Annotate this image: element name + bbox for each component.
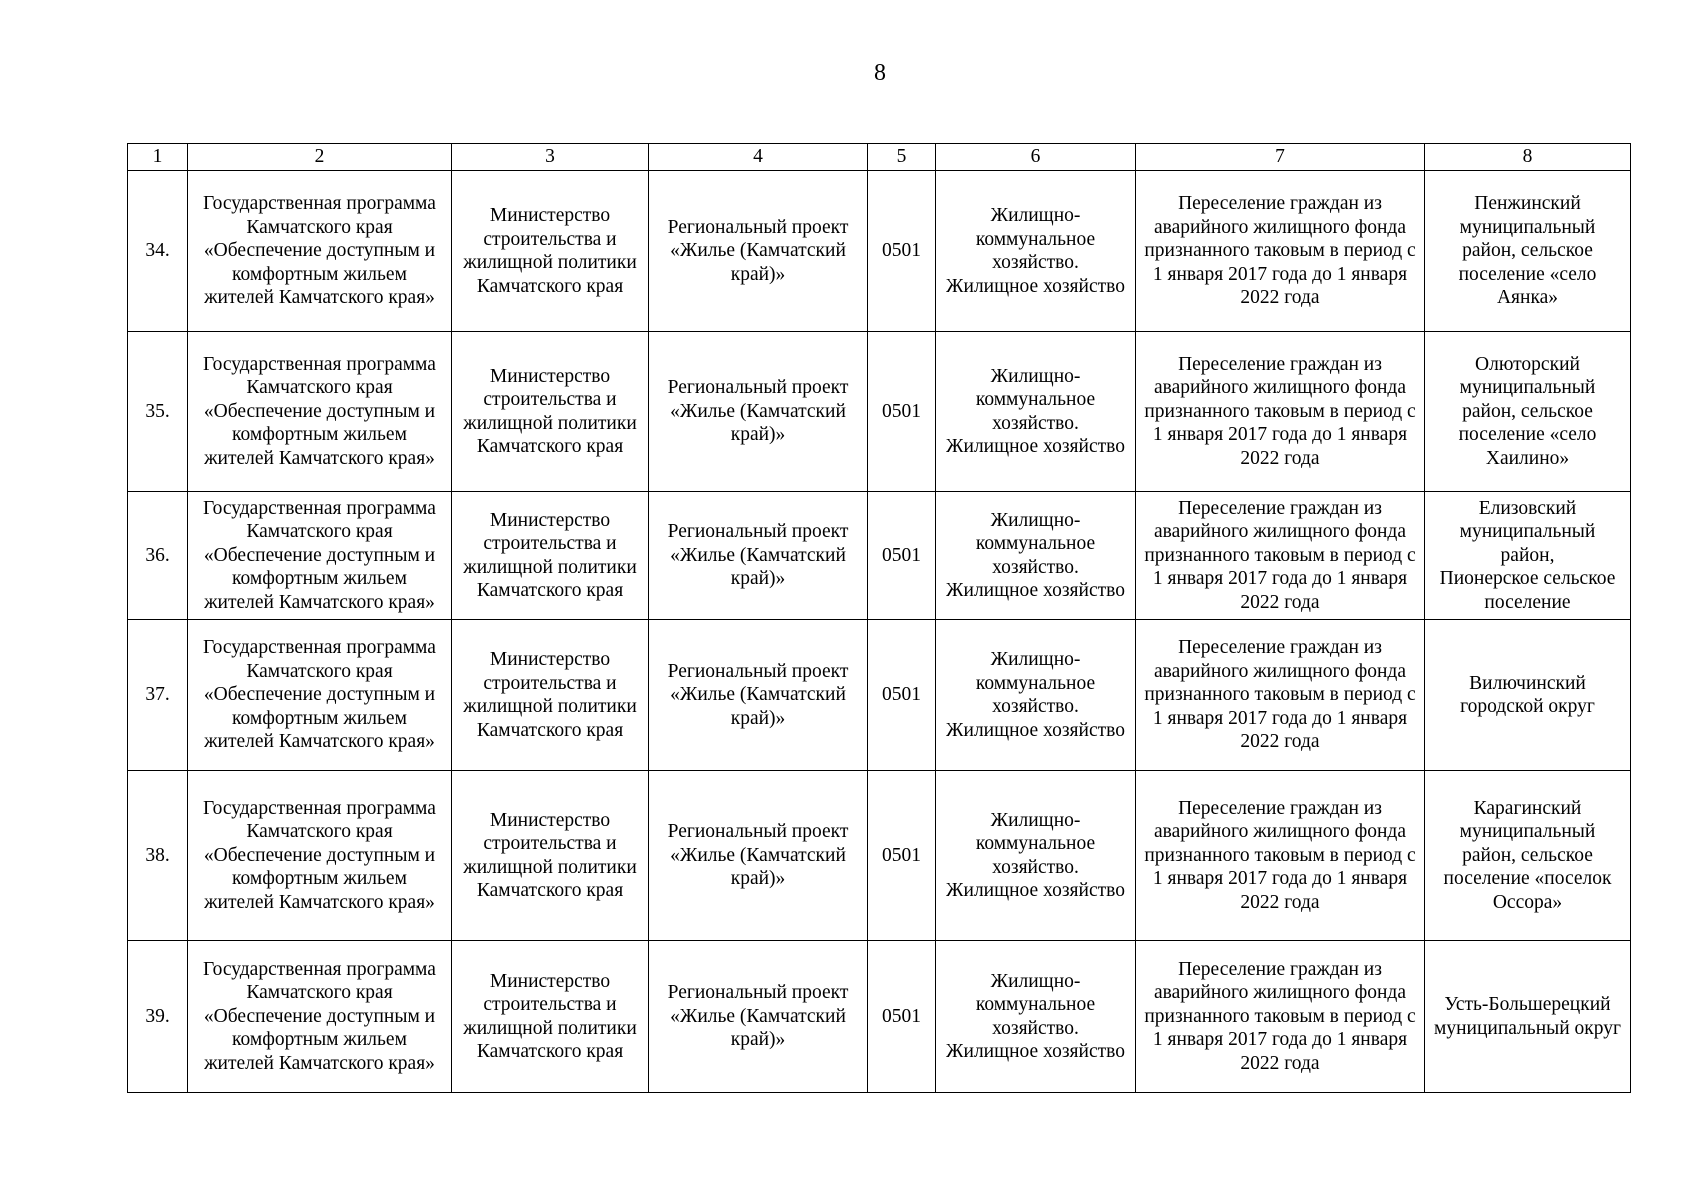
ministry-cell: Министерство строительства и жилищной политики Камчатского края xyxy=(452,771,649,941)
program-cell: Государственная программа Камчатского края «Обеспечение доступным и комфортным жильем жителей Камчатского края» xyxy=(188,941,452,1093)
purpose-cell: Переселение граждан из аварийного жилищного фонда признанного таковым в период с 1 января 2017 года до 1 января 2022 года xyxy=(1136,620,1425,771)
header-cell-5: 5 xyxy=(868,144,936,171)
project-cell: Региональный проект «Жилье (Камчатский край)» xyxy=(649,941,868,1093)
row-number: 38. xyxy=(128,771,188,941)
section-cell: Жилищно- коммунальное хозяйство. Жилищное хозяйство xyxy=(936,171,1136,332)
project-cell: Региональный проект «Жилье (Камчатский край)» xyxy=(649,332,868,492)
header-row xyxy=(128,144,1631,171)
program-cell: Государственная программа Камчатского края «Обеспечение доступным и комфортным жильем жителей Камчатского края» xyxy=(188,492,452,620)
municipality-cell: Елизовский муниципальный район, Пионерское сельское поселение xyxy=(1425,492,1631,620)
ministry-cell: Министерство строительства и жилищной политики Камчатского края xyxy=(452,171,649,332)
section-cell: Жилищно- коммунальное хозяйство. Жилищное хозяйство xyxy=(936,620,1136,771)
section-cell: Жилищно- коммунальное хозяйство. Жилищное хозяйство xyxy=(936,941,1136,1093)
header-cell-4: 4 xyxy=(649,144,868,171)
table-row xyxy=(128,332,1631,492)
ministry-cell: Министерство строительства и жилищной политики Камчатского края xyxy=(452,941,649,1093)
municipality-cell: Пенжинский муниципальный район, сельское поселение «село Аянка» xyxy=(1425,171,1631,332)
header-cell-8: 8 xyxy=(1425,144,1631,171)
municipality-cell: Олюторский муниципальный район, сельское поселение «село Хаилино» xyxy=(1425,332,1631,492)
row-number: 37. xyxy=(128,620,188,771)
header-cell-6: 6 xyxy=(936,144,1136,171)
ministry-cell: Министерство строительства и жилищной политики Камчатского края xyxy=(452,332,649,492)
header-cell-3: 3 xyxy=(452,144,649,171)
row-number: 35. xyxy=(128,332,188,492)
section-cell: Жилищно- коммунальное хозяйство. Жилищное хозяйство xyxy=(936,332,1136,492)
municipality-cell: Карагинский муниципальный район, сельское поселение «поселок Оссора» xyxy=(1425,771,1631,941)
program-cell: Государственная программа Камчатского края «Обеспечение доступным и комфортным жильем жителей Камчатского края» xyxy=(188,171,452,332)
project-cell: Региональный проект «Жилье (Камчатский край)» xyxy=(649,620,868,771)
row-number: 36. xyxy=(128,492,188,620)
row-number: 34. xyxy=(128,171,188,332)
code-cell: 0501 xyxy=(868,171,936,332)
purpose-cell: Переселение граждан из аварийного жилищного фонда признанного таковым в период с 1 января 2017 года до 1 января 2022 года xyxy=(1136,171,1425,332)
program-cell: Государственная программа Камчатского края «Обеспечение доступным и комфортным жильем жителей Камчатского края» xyxy=(188,620,452,771)
code-cell: 0501 xyxy=(868,620,936,771)
row-number: 39. xyxy=(128,941,188,1093)
municipality-cell: Усть-Большерецкий муниципальный округ xyxy=(1425,941,1631,1093)
project-cell: Региональный проект «Жилье (Камчатский край)» xyxy=(649,492,868,620)
header-cell-1: 1 xyxy=(128,144,188,171)
section-cell: Жилищно- коммунальное хозяйство. Жилищное хозяйство xyxy=(936,492,1136,620)
page-number: 8 xyxy=(874,60,886,86)
ministry-cell: Министерство строительства и жилищной политики Камчатского края xyxy=(452,620,649,771)
program-cell: Государственная программа Камчатского края «Обеспечение доступным и комфортным жильем жителей Камчатского края» xyxy=(188,771,452,941)
municipality-cell: Вилючинский городской округ xyxy=(1425,620,1631,771)
code-cell: 0501 xyxy=(868,941,936,1093)
header-cell-7: 7 xyxy=(1136,144,1425,171)
code-cell: 0501 xyxy=(868,771,936,941)
program-table xyxy=(127,143,1631,1093)
purpose-cell: Переселение граждан из аварийного жилищного фонда признанного таковым в период с 1 января 2017 года до 1 января 2022 года xyxy=(1136,771,1425,941)
table-row xyxy=(128,171,1631,332)
table-row xyxy=(128,620,1631,771)
header-cell-2: 2 xyxy=(188,144,452,171)
program-cell: Государственная программа Камчатского края «Обеспечение доступным и комфортным жильем жителей Камчатского края» xyxy=(188,332,452,492)
purpose-cell: Переселение граждан из аварийного жилищного фонда признанного таковым в период с 1 января 2017 года до 1 января 2022 года xyxy=(1136,332,1425,492)
project-cell: Региональный проект «Жилье (Камчатский край)» xyxy=(649,171,868,332)
table-row xyxy=(128,941,1631,1093)
purpose-cell: Переселение граждан из аварийного жилищного фонда признанного таковым в период с 1 января 2017 года до 1 января 2022 года xyxy=(1136,941,1425,1093)
ministry-cell: Министерство строительства и жилищной политики Камчатского края xyxy=(452,492,649,620)
purpose-cell: Переселение граждан из аварийного жилищного фонда признанного таковым в период с 1 января 2017 года до 1 января 2022 года xyxy=(1136,492,1425,620)
section-cell: Жилищно- коммунальное хозяйство. Жилищное хозяйство xyxy=(936,771,1136,941)
code-cell: 0501 xyxy=(868,332,936,492)
table-row xyxy=(128,771,1631,941)
project-cell: Региональный проект «Жилье (Камчатский край)» xyxy=(649,771,868,941)
table-row xyxy=(128,492,1631,620)
code-cell: 0501 xyxy=(868,492,936,620)
